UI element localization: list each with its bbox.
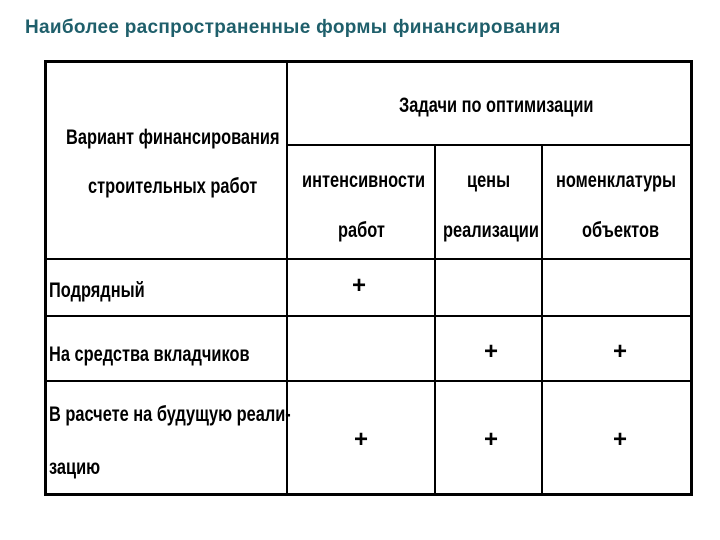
column-header-nomenclature-line-1: номенклатуры — [556, 169, 677, 192]
row-label-future-sale-line-1: В расчете на будущую реали- — [49, 403, 291, 426]
financing-table — [44, 60, 693, 496]
table-border-right — [690, 60, 693, 496]
row-label-contract: Подрядный — [49, 279, 145, 302]
column-header-price-line-2: реализации — [443, 219, 539, 242]
row-divider-2 — [44, 380, 693, 382]
row-3-mark-intensity: + — [353, 426, 368, 453]
page-title: Наиболее распространенные формы финансирования — [25, 17, 561, 38]
group-header-divider — [287, 144, 693, 146]
corner-header-line-2: строительных работ — [88, 175, 258, 198]
row-label-future-sale-line-2: зацию — [49, 456, 101, 479]
column-divider-1 — [434, 144, 436, 496]
column-header-nomenclature-line-2: объектов — [582, 219, 660, 242]
label-column-divider — [286, 60, 288, 496]
header-bottom-line — [44, 258, 693, 260]
table-border-left — [44, 60, 47, 496]
table-border-top — [44, 60, 693, 63]
row-1-mark-intensity: + — [351, 272, 366, 299]
column-header-price-line-1: цены — [467, 169, 511, 192]
row-divider-1 — [44, 315, 693, 317]
column-header-intensity-line-2: работ — [338, 219, 385, 242]
row-label-depositors: На средства вкладчиков — [49, 343, 250, 366]
row-2-mark-price: + — [483, 338, 498, 365]
row-3-mark-nomenclature: + — [612, 426, 627, 453]
row-3-mark-price: + — [483, 426, 498, 453]
group-header: Задачи по оптимизации — [399, 94, 594, 117]
column-divider-2 — [541, 144, 543, 496]
corner-header-line-1: Вариант финансирования — [66, 126, 280, 149]
table-border-bottom — [44, 493, 693, 496]
column-header-intensity-line-1: интенсивности — [302, 169, 426, 192]
row-2-mark-nomenclature: + — [612, 338, 627, 365]
